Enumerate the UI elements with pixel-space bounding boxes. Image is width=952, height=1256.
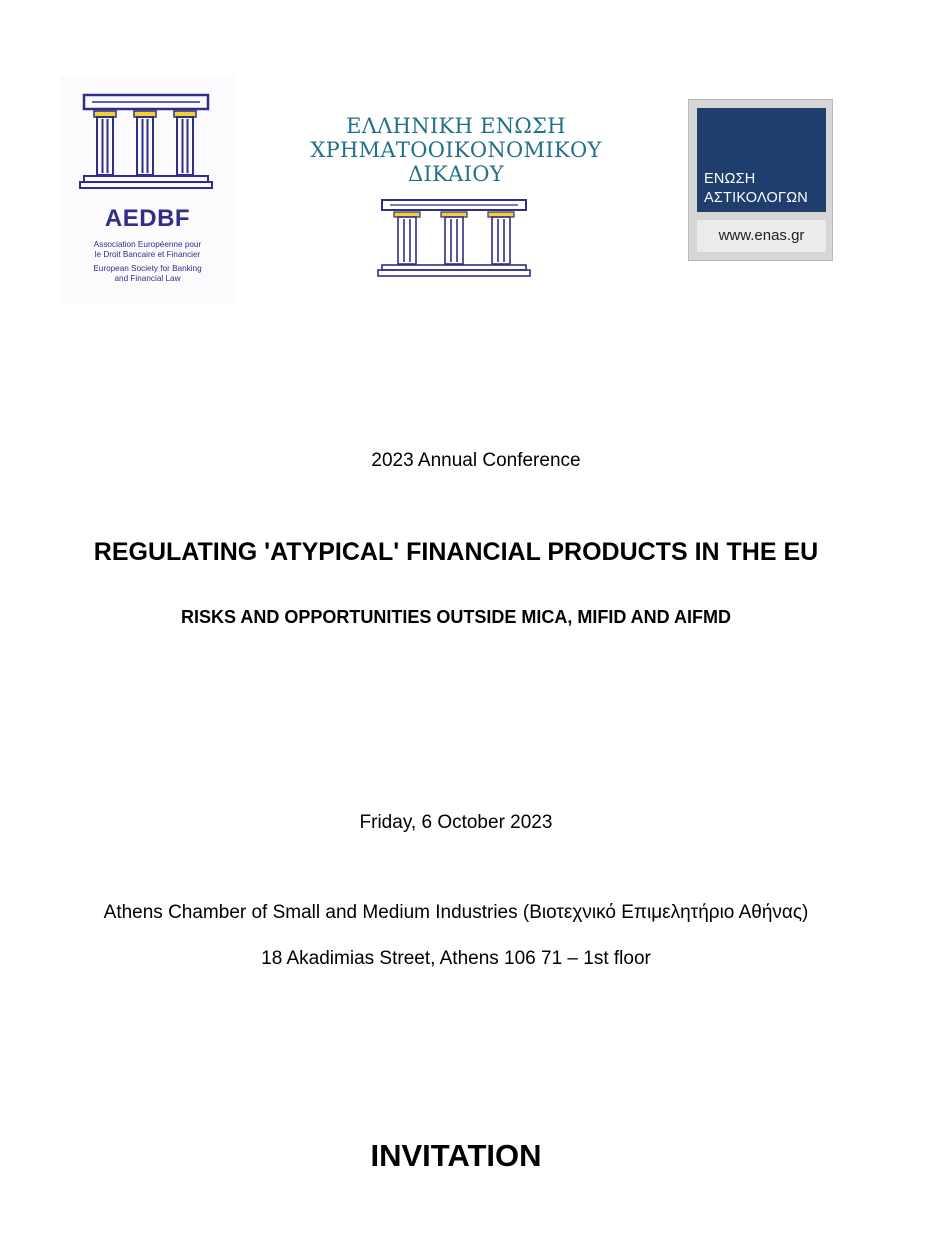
temple-icon	[78, 92, 216, 192]
enas-name-line-2: ΑΣΤΙΚΟΛΟΓΩΝ	[704, 190, 808, 206]
aedbf-english-line-2: and Financial Law	[114, 274, 181, 283]
aedbf-english-line-1: European Society for Banking	[93, 264, 202, 273]
aedbf-logo	[60, 76, 235, 304]
conference-subtitle: RISKS AND OPPORTUNITIES OUTSIDE MICA, MIFID AND AIFMD	[180, 607, 731, 627]
aedbf-acronym: AEDBF	[104, 205, 191, 232]
enas-name-line-1: ΕΝΩΣΗ	[704, 171, 756, 187]
invitation-heading: INVITATION	[370, 1138, 542, 1173]
hellenic-logo-line-2: ΧΡΗΜΑΤΟΟΙΚΟΝΟΜΙΚΟΥ	[310, 138, 602, 162]
hellenic-logo-line-3: ΔΙΚΑΙΟΥ	[408, 162, 504, 186]
temple-icon	[376, 198, 532, 280]
enas-url: www.enas.gr	[697, 220, 826, 252]
event-date: Friday, 6 October 2023	[359, 812, 553, 833]
enas-logo-box	[697, 108, 826, 212]
enas-logo	[688, 99, 833, 261]
aedbf-french-line-1: Association Européenne pour	[93, 240, 202, 249]
aedbf-french-line-2: le Droit Bancaire et Financier	[94, 250, 201, 259]
conference-title: REGULATING 'ATYPICAL' FINANCIAL PRODUCTS IN THE EU	[93, 538, 819, 566]
hellenic-logo-line-1: ΕΛΛΗΝΙΚΗ ΕΝΩΣΗ	[346, 114, 566, 138]
conference-label: 2023 Annual Conference	[371, 450, 581, 471]
venue-name: Athens Chamber of Small and Medium Industries (Βιοτεχνικό Επιμελητήριο Αθήνας)	[103, 902, 809, 923]
hellenic-association-logo	[300, 110, 612, 285]
venue-address: 18 Akadimias Street, Athens 106 71 – 1st floor	[261, 948, 651, 969]
